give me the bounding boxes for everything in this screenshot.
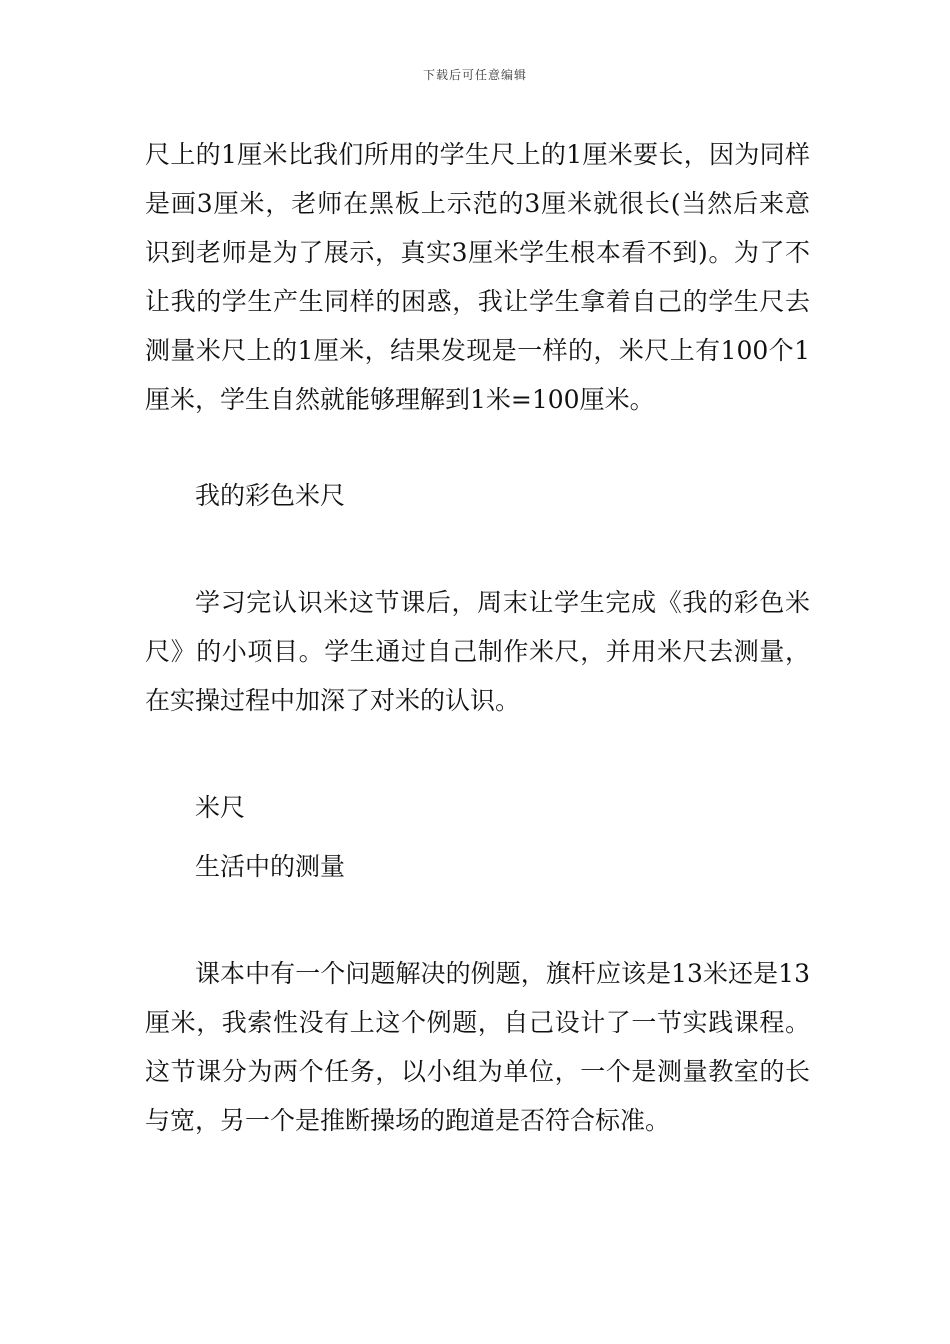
paragraph-colorful-ruler-project: 学习完认识米这节课后，周末让学生完成《我的彩色米尺》的小项目。学生通过自己制作米尺，并用米尺去测量，在实操过程中加深了对米的认识。: [145, 588, 810, 715]
paragraph-ruler-comparison: 尺上的1厘米比我们所用的学生尺上的1厘米要长，因为同样是画3厘米，老师在黑板上示范的3厘米就很长(当然后来意识到老师是为了展示，真实3厘米学生根本看不到)。为了不让我的学生产生同样的困惑，我让学生拿着自己的学生尺去测量米尺上的1厘米，结果发现是一样的，米尺上有100个1厘米，学生自然就能够理解到1米=100厘米。: [145, 140, 810, 414]
document-body: [145, 130, 810, 1145]
header-note: 下载后可任意编辑: [422, 68, 527, 82]
section-heading-measurement-in-life: 生活中的测量: [195, 852, 346, 881]
section-heading-meter-ruler: 米尺: [195, 793, 246, 822]
section-heading-colorful-ruler: 我的彩色米尺: [195, 481, 346, 510]
paragraph-practice-lesson: 课本中有一个问题解决的例题，旗杆应该是13米还是13厘米，我索性没有上这个例题，自己设计了一节实践课程。这节课分为两个任务，以小组为单位，一个是测量教室的长与宽，另一个是推断操场的跑道是否符合标准。: [145, 959, 810, 1135]
